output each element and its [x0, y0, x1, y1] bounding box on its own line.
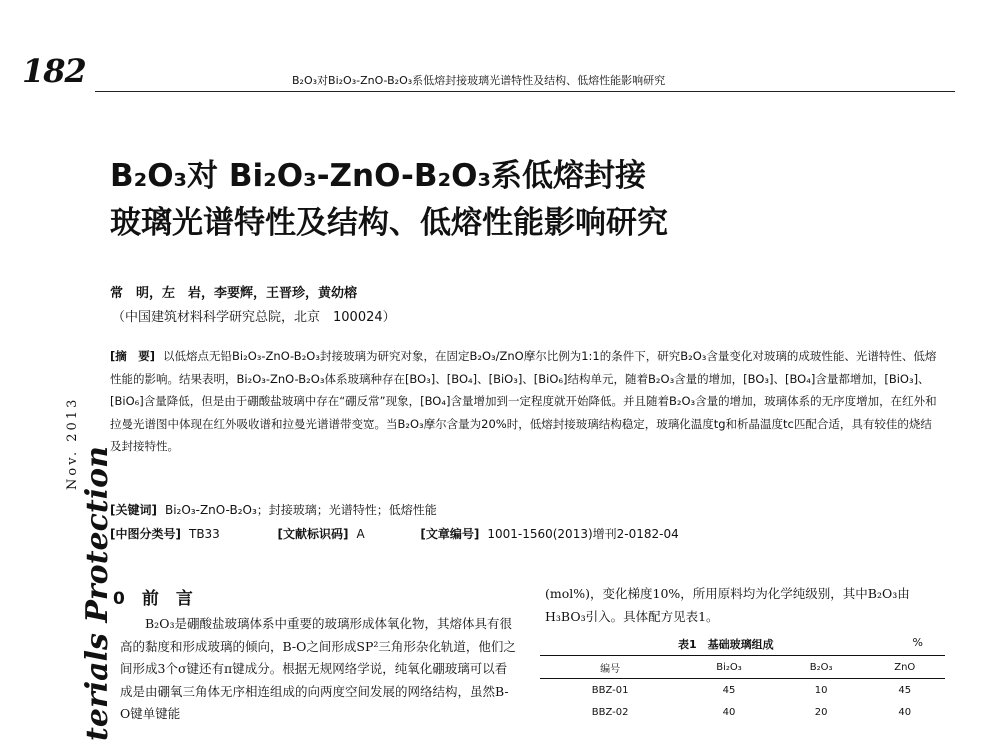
- page-number: 182: [22, 52, 86, 90]
- affiliation: （中国建筑材料科学研究总院，北京 100024）: [112, 310, 396, 325]
- intro-text-left: B₂O₃是硼酸盐玻璃体系中重要的玻璃形成体氧化物，其熔体具有很高的黏度和形成玻璃的倾向，B-O之间形成SP²三角形杂化轨道，他们之间形成3个σ键还有π键成分。根据无规网络学说，纯氧化硼玻璃可以看成是由硼氧三角体无序相连组成的向两度空间发展的网络结构，虽然B-O键单键能: [120, 616, 516, 721]
- table-cell: 40: [722, 706, 736, 718]
- keywords: [110, 501, 437, 518]
- table-row: [540, 679, 945, 702]
- keywords-label: [关键词]: [110, 503, 157, 517]
- table-cell: 20: [814, 706, 828, 718]
- author-list: 常 明，左 岩，李要辉，王晋珍，黄幼榕: [110, 286, 358, 301]
- clc-value: TB33: [188, 527, 220, 541]
- clc-label: [中图分类号]: [110, 527, 181, 541]
- section-heading: 0 前 言: [113, 589, 193, 609]
- article-number-label: [文章编号]: [420, 527, 480, 541]
- abstract-label: [摘 要]: [110, 349, 156, 363]
- doc-code-value: A: [356, 527, 365, 541]
- running-header: B₂O₃对Bi₂O₃-ZnO-B₂O₃系低熔封接玻璃光谱特性及结构、低熔性能影响研究: [292, 74, 666, 87]
- side-journal-name: terials Protection: [80, 446, 115, 741]
- header-rule: [95, 91, 955, 92]
- table-header-row: [540, 656, 945, 679]
- intro-text-right: (mol%)，变化梯度10%，所用原料均为化学纯级别，其中B₂O₃由H₃BO₃引入。具体配方见表1。: [545, 586, 910, 624]
- table-cell: BBZ-01: [591, 684, 629, 696]
- table-header-cell: B₂O₃: [809, 661, 833, 673]
- classification-line: [110, 525, 679, 542]
- table-caption-text: 表1 基础玻璃组成: [678, 638, 774, 651]
- article-title-line-2: 玻璃光谱特性及结构、低熔性能影响研究: [110, 205, 668, 241]
- side-date: Nov. 2013: [65, 396, 80, 490]
- table-cell: 45: [722, 684, 736, 696]
- abstract-text: 以低熔点无铅Bi₂O₃-ZnO-B₂O₃封接玻璃为研究对象，在固定B₂O₃/ZnO摩尔比例为1:1的条件下，研究B₂O₃含量变化对玻璃的成玻性能、光谱特性、低熔性能的影响。结果表明，Bi₂O₃-ZnO-B₂O₃体系玻璃种存在[BO₃]、[BO₄]、[BiO₃]、[BiO₆]结构单元，随着B₂O₃含量的增加，[BO₃]、[BO₄]含量都增加，[BiO₃]、[BiO₆]含量降低，但是由于硼酸盐玻璃中存在“硼反常”现象，[BO₄]含量增加到一定程度就开始降低。并且随着B₂O₃含量的增加，玻璃体系的无序度增加，在红外和拉曼光谱图中体现在红外吸收谱和拉曼光谱谱带变宽。当B₂O₃摩尔含量为20%时，低熔封接玻璃结构稳定，玻璃化温度tg和析晶温度tc匹配合适，具有较佳的烧结及封接特性。: [110, 349, 937, 453]
- table-header-cell: ZnO: [894, 661, 916, 673]
- keywords-text: Bi₂O₃-ZnO-B₂O₃；封接玻璃；光谱特性；低熔性能: [164, 503, 437, 517]
- article-title-line-1: B₂O₃对 Bi₂O₃-ZnO-B₂O₃系低熔封接: [110, 158, 647, 194]
- article-number-value: 1001-1560(2013)增刊2-0182-04: [487, 527, 679, 541]
- table-caption: [560, 636, 945, 652]
- table-header-cell: 编号: [600, 663, 621, 675]
- table-cell: 40: [898, 706, 912, 718]
- doc-code-label: [文献标识码]: [277, 527, 349, 541]
- composition-table: [540, 655, 945, 723]
- table-cell: 45: [898, 684, 912, 696]
- table-row: [540, 701, 945, 723]
- table-cell: BBZ-02: [591, 706, 629, 718]
- abstract: [110, 345, 943, 458]
- table-header-cell: Bi₂O₃: [716, 661, 742, 673]
- table-unit: %: [912, 636, 923, 649]
- table-cell: 10: [814, 684, 828, 696]
